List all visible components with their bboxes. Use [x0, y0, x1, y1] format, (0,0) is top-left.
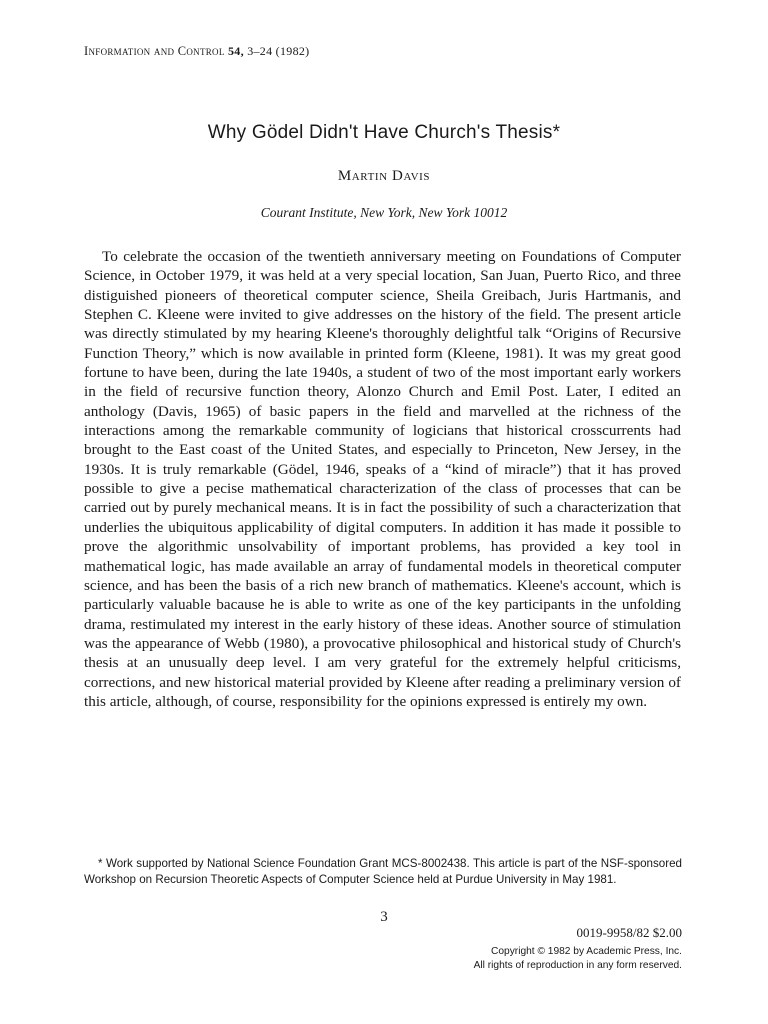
article-author: Martin Davis [337, 168, 431, 184]
footnote: * Work supported by National Science Foundation Grant MCS-8002438. This article is part of the NSF-sponsored Workshop on Recursion Theoretic Aspects of Computer Science held at Purdue University in May 1981. [84, 857, 682, 886]
rights-line: All rights of reproduction in any form reserved. [473, 960, 682, 971]
copyright-line: Copyright © 1982 by Academic Press, Inc. [491, 946, 682, 957]
body-paragraph: To celebrate the occasion of the twentieth anniversary meeting on Foundations of Computer Science, in October 1979, it was held at a very special location, San Juan, Puerto Rico, and three distiguished pioneers of theoretical computer science, Sheila Greibach, Juris Hartmanis, and Stephen C. Kleene were invited to give addresses on the history of the field. The present article was directly stimulated by my hearing Kleene's thoroughly delightful talk “Origins of Recursive Function Theory,” which is now available in printed form (Kleene, 1981). It was my great good fortune to have been, during the late 1940s, a student of two of the most important early workers in the field of recursive function theory, Alonzo Church and Emil Post. Later, I edited an anthology (Davis, 1965) of basic papers in the field and marvelled at the richness of the interactions among the remarkable community of logicians that historical crosscurrents had brought to the East coast of the United States, and especially to Princeton, New Jersey, in the 1930s. It is truly remarkable (Gödel, 1946, speaks of a “kind of miracle”) that it has proved possible to give a pecise mathematical characterization of the class of processes that can be carried out by purely mechanical means. It is in fact the possibility of such a characterization that underlies the ubiquitous applicability of digital computers. In addition it has made it possible to prove the algorithmic unsolvability of important problems, has provided a key tool in mathematical logic, has made available an array of fundamental models in theoretical computer science, and has been the basis of a rich new branch of mathematics. Kleene's account, which is particularly valuable bacause he is able to write as one of the key participants in the unfolding drama, restimulated my interest in the early history of these ideas. Another source of stimulation was the appearance of Webb (1980), a provocative philosophical and historical study of Church's thesis at an unusually deep level. I am very grateful for the extremely helpful criticisms, corrections, and new historical material provided by Kleene after reading a preliminary version of this article, although, of course, responsibility for the opinions expressed is entirely my own. [84, 248, 681, 710]
article-title: Why Gödel Didn't Have Church's Thesis* [207, 122, 561, 143]
price-code: 0019-9958/82 $2.00 [576, 925, 682, 940]
journal-volume: 54, [227, 44, 244, 58]
author-affiliation: Courant Institute, New York, New York 10012 [260, 205, 508, 220]
copyright-block [474, 945, 682, 973]
journal-name: Information and Control [84, 44, 225, 58]
page-number: 3 [380, 909, 388, 925]
journal-citation [84, 44, 309, 59]
journal-pages-year: 3–24 (1982) [247, 44, 310, 58]
